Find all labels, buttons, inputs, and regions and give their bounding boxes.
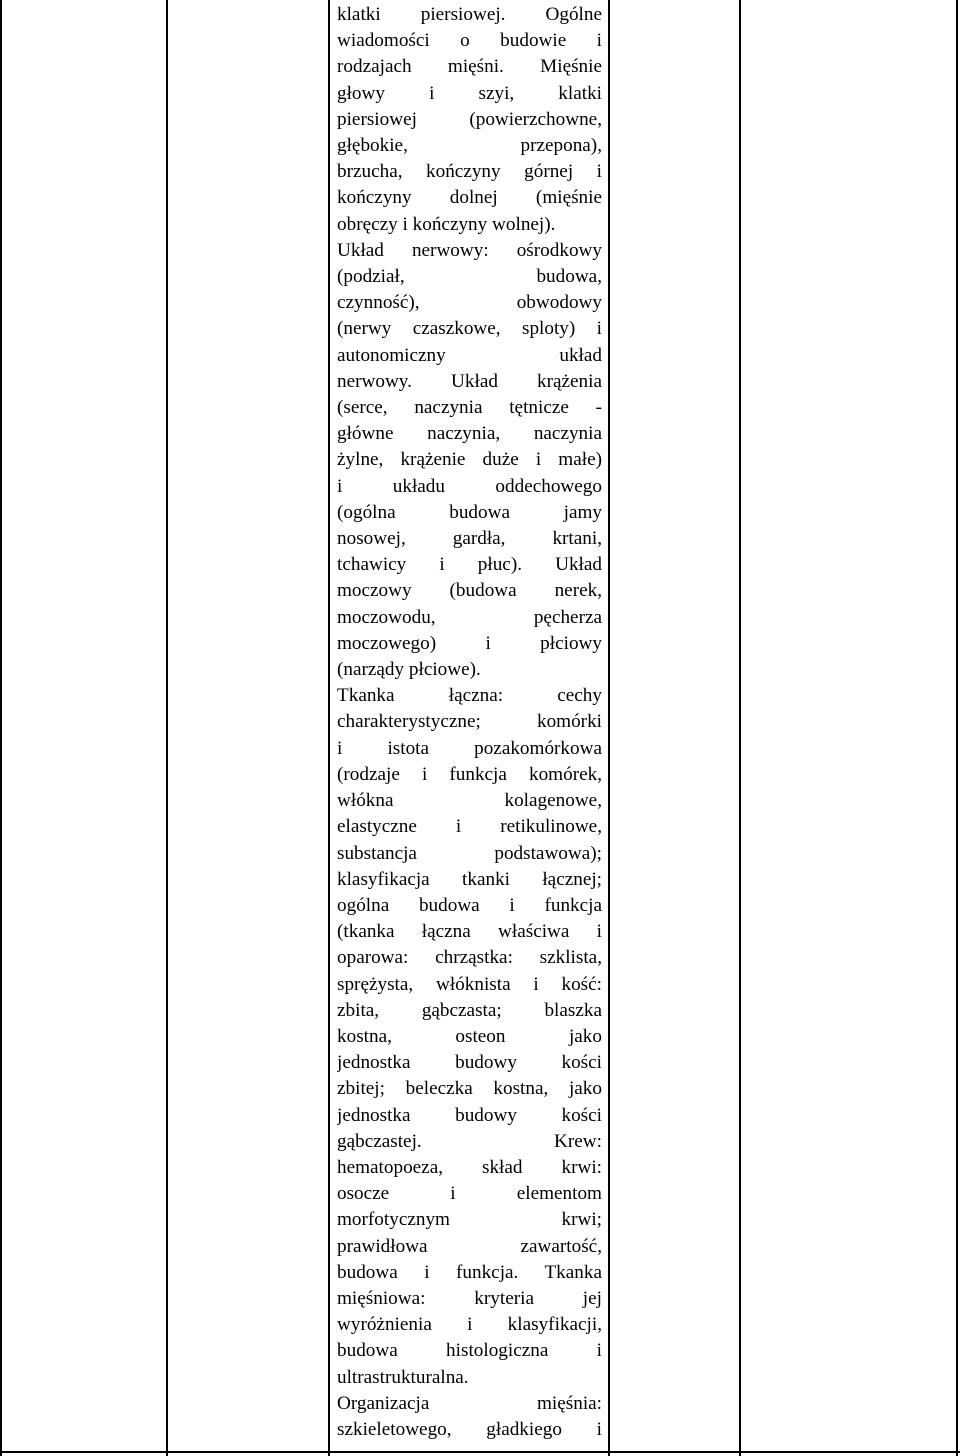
text-line: szkieletowego, gładkiego i <box>337 1418 602 1440</box>
text-line: (podział, budowa, <box>337 266 602 288</box>
text-line: włókna kolagenowe, <box>337 790 602 812</box>
text-line: jednostka budowy kości <box>337 1052 602 1074</box>
text-line: czynność), obwodowy <box>337 292 602 314</box>
text-line: hematopoeza, skład krwi: <box>337 1156 602 1178</box>
text-line: ultrastrukturalna. <box>337 1366 469 1388</box>
text-line: i istota pozakomórkowa <box>337 737 602 759</box>
text-line: autonomiczny układ <box>337 344 602 366</box>
column-divider-4 <box>739 0 741 1456</box>
table-bottom-border <box>0 1451 960 1453</box>
text-line: (rodzaje i funkcja komórek, <box>337 763 602 785</box>
text-line: (ogólna budowa jamy <box>337 501 602 523</box>
column-divider-1 <box>166 0 168 1456</box>
text-line: zbitej; beleczka kostna, jako <box>337 1078 602 1100</box>
text-line: głębokie, przepona), <box>337 135 602 157</box>
text-line: Układ nerwowy: ośrodkowy <box>337 239 602 261</box>
text-line: główne naczynia, naczynia <box>337 423 602 445</box>
text-line: zbita, gąbczasta; blaszka <box>337 999 602 1021</box>
column-divider-2 <box>328 0 330 1456</box>
text-line: gąbczastej. Krew: <box>337 1130 602 1152</box>
table-cell-content <box>337 2 602 1443</box>
text-line: moczowy (budowa nerek, <box>337 580 602 602</box>
text-line: Tkanka łączna: cechy <box>337 685 602 707</box>
column-divider-3 <box>608 0 610 1456</box>
text-line: morfotycznym krwi; <box>337 1209 602 1231</box>
text-line: obręczy i kończyny wolnej). <box>337 213 556 235</box>
text-line: (serce, naczynia tętnicze - <box>337 397 602 419</box>
text-line: kostna, osteon jako <box>337 1025 602 1047</box>
text-line: jednostka budowy kości <box>337 1104 602 1126</box>
text-line: (narządy płciowe). <box>337 659 481 681</box>
table-border-left <box>0 0 2 1456</box>
text-line: wyróżnienia i klasyfikacji, <box>337 1314 602 1336</box>
text-line: klatki piersiowej. Ogólne <box>337 4 602 25</box>
text-line: Organizacja mięśnia: <box>337 1392 602 1414</box>
text-line: budowa histologiczna i <box>337 1340 602 1362</box>
text-line: moczowodu, pęcherza <box>337 606 602 628</box>
text-line: i układu oddechowego <box>337 475 602 497</box>
text-line: (tkanka łączna właściwa i <box>337 921 602 943</box>
text-line: wiadomości o budowie i <box>337 30 602 52</box>
text-line: nerwowy. Układ krążenia <box>337 370 602 392</box>
text-line: kończyny dolnej (mięśnie <box>337 187 602 209</box>
text-line: prawidłowa zawartość, <box>337 1235 602 1257</box>
text-line: tchawicy i płuc). Układ <box>337 554 602 576</box>
text-line: brzucha, kończyny górnej i <box>337 161 602 183</box>
text-line: moczowego) i płciowy <box>337 632 602 654</box>
text-line: mięśniowa: kryteria jej <box>337 1287 602 1309</box>
text-line: ogólna budowa i funkcja <box>337 894 602 916</box>
text-line: substancja podstawowa); <box>337 842 602 864</box>
text-line: budowa i funkcja. Tkanka <box>337 1261 602 1283</box>
text-line: oparowa: chrząstka: szklista, <box>337 947 602 969</box>
text-line: sprężysta, włóknista i kość: <box>337 973 602 995</box>
text-line: nosowej, gardła, krtani, <box>337 528 602 550</box>
text-line: osocze i elementom <box>337 1183 602 1205</box>
text-line: głowy i szyi, klatki <box>337 82 602 104</box>
text-line: charakterystyczne; komórki <box>337 711 602 733</box>
text-line: elastyczne i retikulinowe, <box>337 816 602 838</box>
text-line: rodzajach mięśni. Mięśnie <box>337 56 602 78</box>
text-line: żylne, krążenie duże i małe) <box>337 449 602 471</box>
text-line: klasyfikacja tkanki łącznej; <box>337 868 602 890</box>
text-line: piersiowej (powierzchowne, <box>337 108 602 130</box>
table-border-right <box>956 0 958 1456</box>
text-line: (nerwy czaszkowe, sploty) i <box>337 318 602 340</box>
